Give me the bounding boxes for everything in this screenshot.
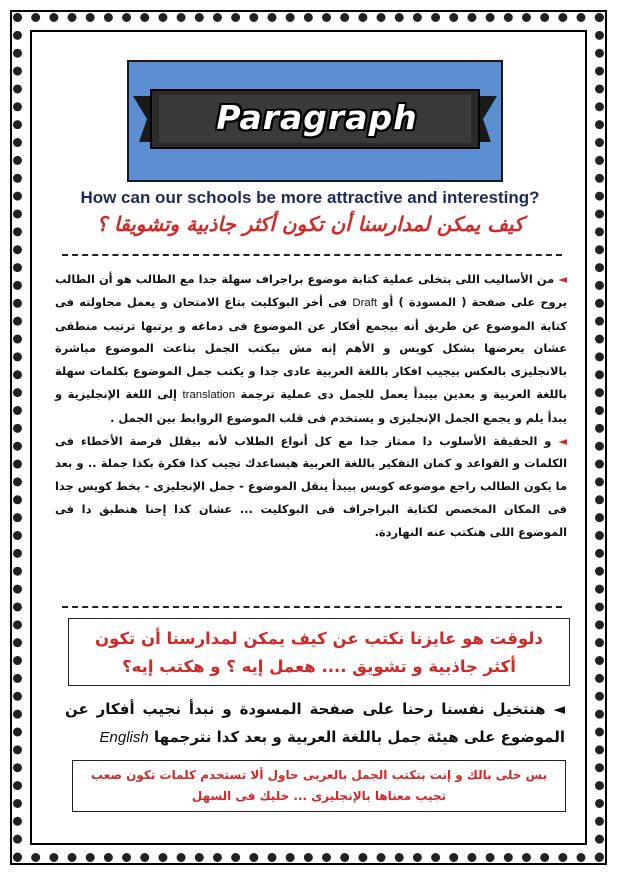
explanation-text (55, 268, 567, 544)
dashed-divider-bottom (62, 606, 562, 608)
inline-english-draft: Draft (352, 296, 378, 309)
instruction-paragraph (65, 695, 565, 752)
explanation-p1-part-b: فى أخر البوكليت بتاع الامتحان و يعمل محاولته فى كتابة الموضوع عن طريق أنه بيجمع أفكار عن الموضوع فى دماغه و يرتبها ترتيب منطقى عشان يعرضها بشكل كويس و الأهم إنه مش بيكتب الجمل بتاعت الموضوع مباشرة بالانجليزى بالعكس بيجيب افكار باللغة العربية عادى جدا و يكتب جمل الموضوع بكلمات سهلة باللغة العربية و بعدين بيبدأ يعمل للجمل دى عملية ترجمة (55, 294, 568, 401)
question-arabic: كيف يمكن لمدارسنا أن تكون أكثر جاذبية وتشويقا ؟ (96, 212, 524, 236)
inline-english-word: English (99, 729, 149, 746)
explanation-p1-part-c: إلى اللغة الإنجليزية و يبدأ يلم و يجمع الجمل الإنجليزى و يستخدم فى قلب الموضوع الروابط بين الجمل . (55, 386, 567, 425)
dashed-divider-top (62, 254, 562, 256)
explanation-p1-part-a: من الأساليب اللى بتخلى عملية كتابة موضوع براجراف سهلة جدا مع الطالب هو أن الطالب يروح على صفحة ( المسودة ) أو (55, 272, 568, 309)
red-question-box (68, 618, 570, 686)
question-english: How can our schools be more attractive and interesting? (80, 188, 540, 207)
arrow-bullet-icon: ◄ (558, 433, 567, 448)
inline-english-translation: translation (182, 388, 236, 401)
arrow-bullet-icon: ◄ (553, 700, 565, 718)
banner-title: Paragraph (216, 98, 418, 137)
explanation-paragraph-1 (55, 268, 567, 430)
red-box-text: دلوقت هو عايزنا نكتب عن كيف يمكن لمدارسنا أن تكون أكثر جاذبية و تشويق .... هعمل إيه ؟ و هكتب إيه؟ (95, 629, 543, 676)
arrow-bullet-icon: ◄ (558, 272, 567, 286)
title-banner (127, 60, 503, 182)
explanation-p2-text: و الحقيقة الأسلوب دا ممتاز جدا مع كل أنواع الطلاب لأنه بيقلل فرصة الأخطاء فى الكلمات و القواعد و كمان التفكير باللغة العربية هيساعدك تجيب كذا فكرة بكذا جملة .. و بعد ما يكون الطالب راجع موضوعه كويس بيبدأ ينقل الموضوع - جمل الإنجليزى - بخط كويس جدا فى المكان المخصص لكتابة البراجراف فى البوكليت ... عشان كدا إحنا هنطبق دا فى الموضوع اللى هنكتب عنه النهاردة. (55, 433, 567, 539)
note-box (72, 760, 566, 812)
instruction-text: هنتخيل نفسنا رحنا على صفحة المسودة و نبدأ نجيب أفكار عن الموضوع على هيئة جمل باللغة العربية و بعد كدا نترجمها (65, 700, 565, 746)
explanation-paragraph-2 (55, 430, 567, 544)
note-text: بس خلى بالك و إنت بتكتب الجمل بالعربى حاول ألا تستخدم كلمات تكون صعب تجيب معناها بالإنجليزى ... خليك فى السهل (90, 768, 548, 803)
